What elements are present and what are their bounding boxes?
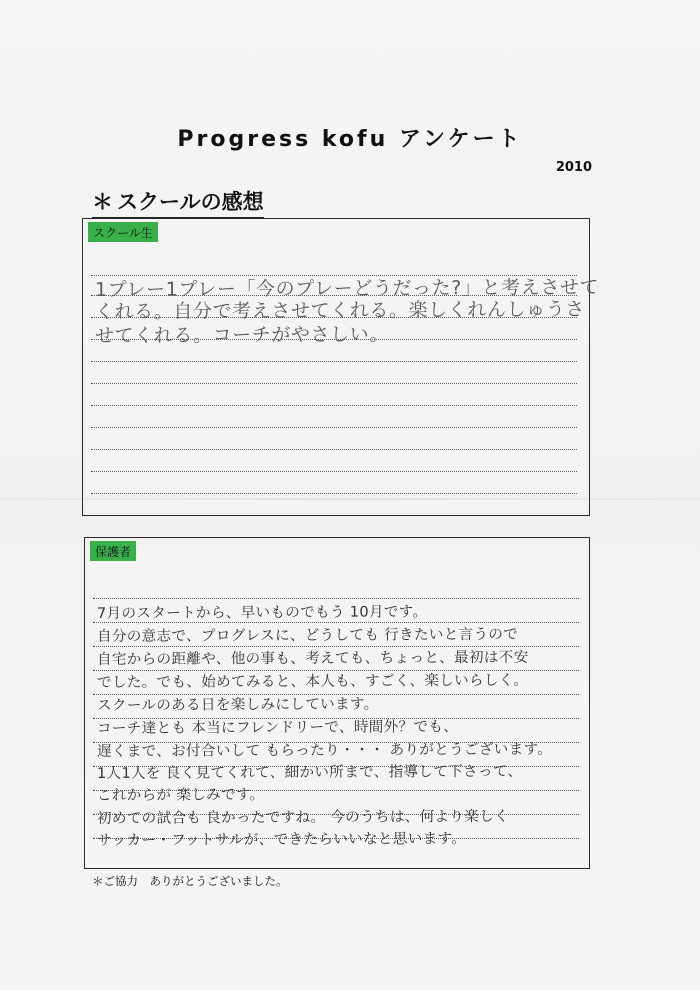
heading-text: スクールの感想 (117, 190, 264, 214)
document-year: 2010 (555, 160, 592, 175)
ruled-line (91, 449, 577, 450)
guardian-line-11: サッカー・フットサルが、できたらいいなと思います。 (96, 830, 467, 849)
ruled-line (93, 598, 579, 599)
student-line-1: 1プレー1プレー「今のプレーどうだった?」と考えさせて (94, 276, 600, 301)
guardian-line-6: コーチ達とも 本当にフレンドリーで、時間外？でも、 (96, 718, 459, 737)
guardian-line-7: 遅くまで、お付合いして もらったり・・・ ありがとうございます。 (96, 740, 553, 760)
section-heading (92, 186, 264, 219)
student-line-2: くれる。自分で考えさせてくれる。楽しくれんしゅうさ (94, 298, 586, 323)
ruled-line (91, 405, 577, 406)
ruled-line (91, 493, 577, 494)
ruled-line (91, 471, 577, 472)
guardian-line-5: スクールのある日を楽しみにしています。 (96, 695, 379, 714)
guardian-comment-box (84, 537, 590, 869)
ruled-line (91, 361, 577, 362)
student-comment-box (82, 218, 600, 516)
footer-thanks: ＊ご協力 ありがとうございました。 (92, 874, 288, 888)
student-line-3: せてくれる。コーチがやさしい。 (94, 323, 390, 347)
document-title: Progress kofu アンケート (177, 127, 523, 152)
asterisk-mark: ＊ (92, 190, 113, 214)
guardian-line-9: これからが 楽しみです。 (96, 786, 265, 804)
guardian-line-10: 初めての試合も 良かったですね。 今のうちは、何より楽しく (96, 807, 510, 827)
student-label: スクール生 (88, 222, 158, 242)
guardian-line-8: 1人1人を 良く見てくれて、細かい所まで、指導して下さって、 (96, 762, 523, 782)
guardian-line-3: 自宅からの距離や、他の事も、考えても、ちょっと、最初は不安 (96, 648, 529, 668)
guardian-line-1: 7月のスタートから、早いものでもう 10月です。 (96, 603, 428, 622)
guardian-label: 保護者 (90, 541, 136, 561)
ruled-line (91, 383, 577, 384)
guardian-line-2: 自分の意志で、プログレスに、どうしても 行きたいと言うので (96, 625, 519, 645)
ruled-line (91, 427, 577, 428)
guardian-line-4: でした。でも、始めてみると、本人も、すごく、楽しいらしく。 (96, 671, 529, 691)
